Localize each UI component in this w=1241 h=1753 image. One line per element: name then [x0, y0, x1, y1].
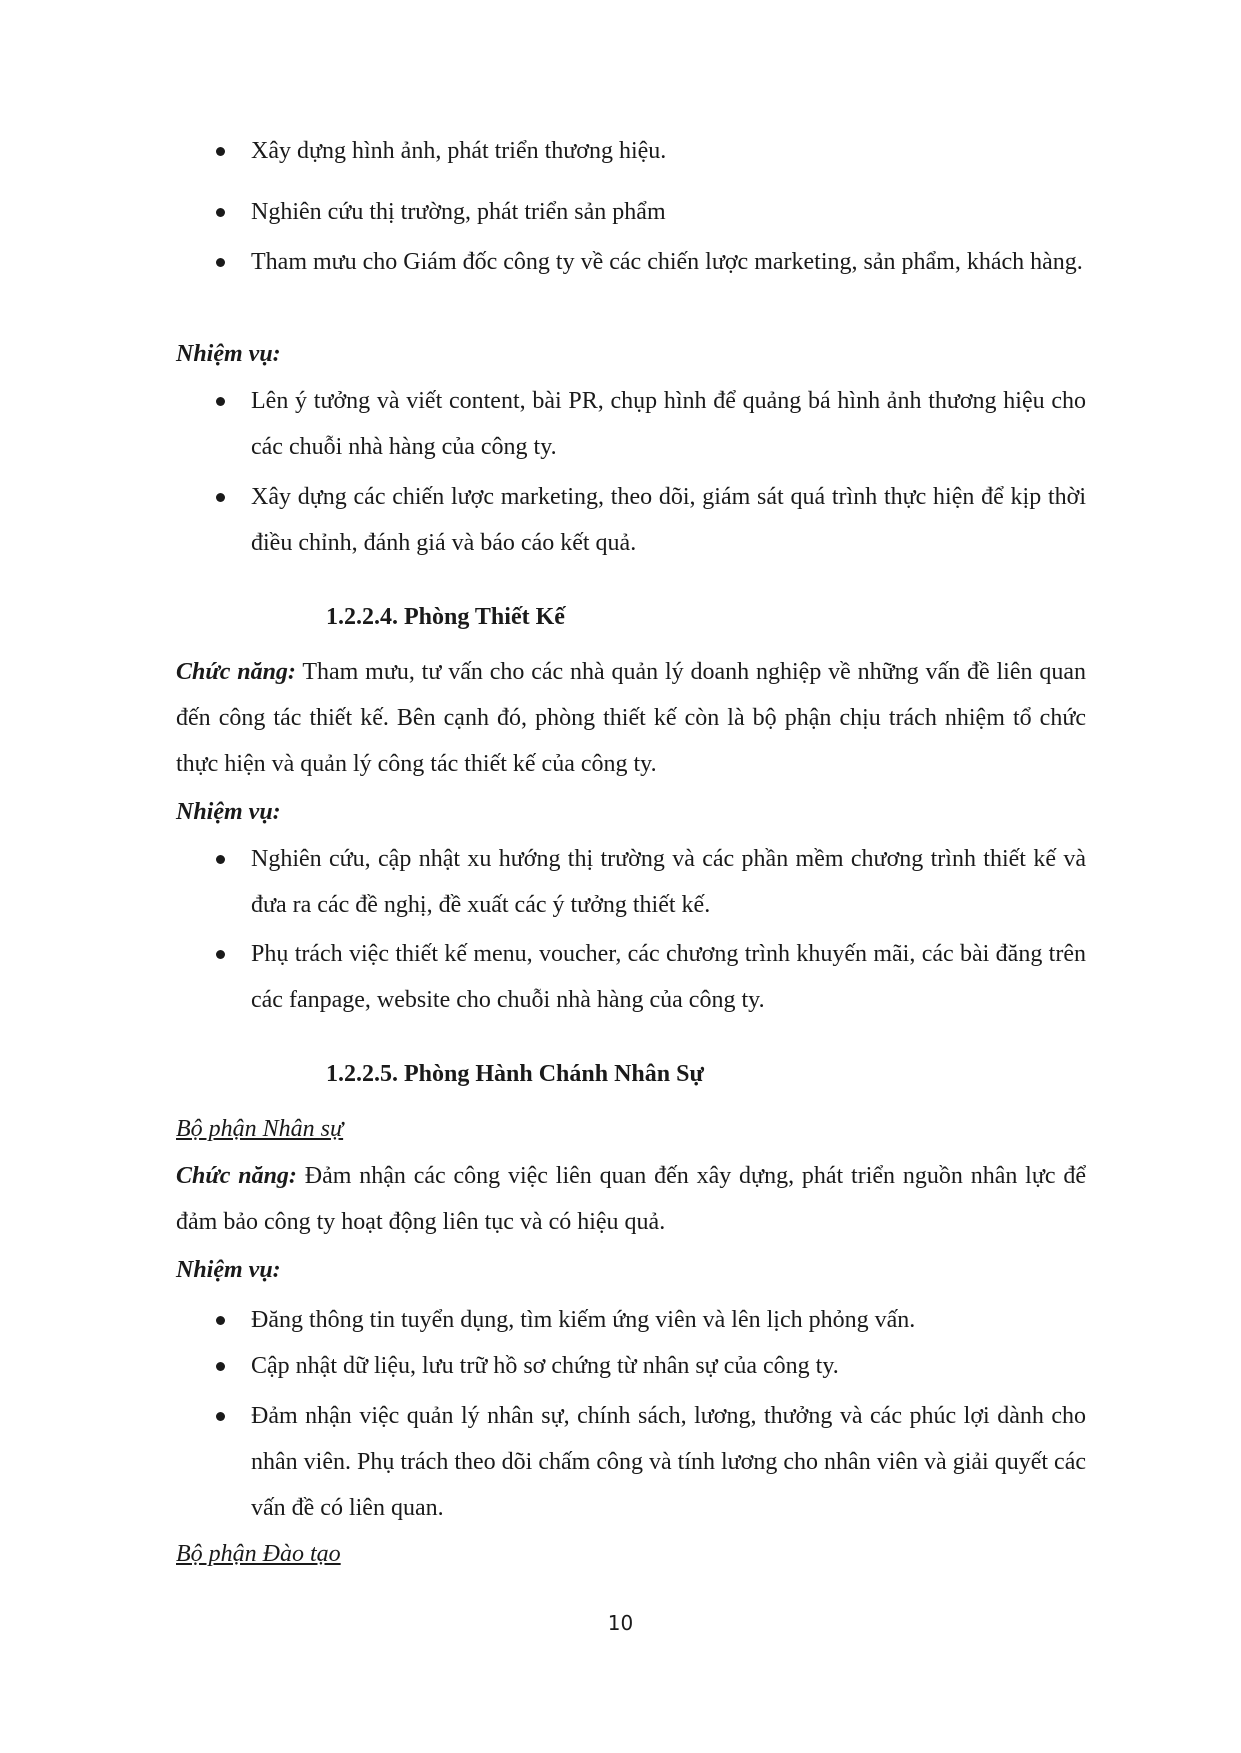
- bullet-icon: [216, 1412, 225, 1421]
- bullet-icon: [216, 493, 225, 502]
- function-paragraph: [176, 649, 1086, 787]
- bullet-icon: [216, 950, 225, 959]
- function-label: Chức năng:: [176, 659, 296, 685]
- tasks-label: Nhiệm vụ:: [176, 1257, 281, 1283]
- list-item-text: Nghiên cứu thị trường, phát triển sản phẩm: [251, 199, 666, 225]
- list-item-text: Phụ trách việc thiết kế menu, voucher, các chương trình khuyến mãi, các bài đăng trên các fanpage, website cho chuỗi nhà hàng của công ty.: [251, 941, 1086, 1013]
- bullet-icon: [216, 397, 225, 406]
- bullet-icon: [216, 855, 225, 864]
- list-item-text: Đăng thông tin tuyển dụng, tìm kiếm ứng viên và lên lịch phỏng vấn.: [251, 1307, 916, 1333]
- list-item-text: Xây dựng hình ảnh, phát triển thương hiệu.: [251, 138, 667, 164]
- tasks-label: Nhiệm vụ:: [176, 341, 281, 367]
- subsection-title: Bộ phận Nhân sự: [176, 1116, 344, 1142]
- subsection-title: Bộ phận Đào tạo: [176, 1541, 341, 1567]
- bullet-icon: [216, 208, 225, 217]
- list-item-text: Lên ý tưởng và viết content, bài PR, chụp hình để quảng bá hình ảnh thương hiệu cho các chuỗi nhà hàng của công ty.: [251, 388, 1086, 460]
- list-item-text: Nghiên cứu, cập nhật xu hướng thị trường và các phần mềm chương trình thiết kế và đưa ra các đề nghị, đề xuất các ý tưởng thiết kế.: [251, 846, 1086, 918]
- function-paragraph: [176, 1153, 1086, 1245]
- function-text: Tham mưu, tư vấn cho các nhà quản lý doanh nghiệp về những vấn đề liên quan đến công tác thiết kế. Bên cạnh đó, phòng thiết kế còn là bộ phận chịu trách nhiệm tổ chức thực hiện và quản lý công tác thiết kế của công ty.: [176, 659, 1086, 777]
- list-item-text: Xây dựng các chiến lược marketing, theo dõi, giám sát quá trình thực hiện để kịp thời điều chỉnh, đánh giá và báo cáo kết quả.: [251, 484, 1086, 556]
- bullet-icon: [216, 1316, 225, 1325]
- list-item-text: Cập nhật dữ liệu, lưu trữ hồ sơ chứng từ nhân sự của công ty.: [251, 1353, 839, 1379]
- list-item-text: Tham mưu cho Giám đốc công ty về các chiến lược marketing, sản phẩm, khách hàng.: [251, 249, 1083, 275]
- list-item-text: Đảm nhận việc quản lý nhân sự, chính sách, lương, thưởng và các phúc lợi dành cho nhân viên. Phụ trách theo dõi chấm công và tính lương cho nhân viên và giải quyết các vấn đề có liên quan.: [251, 1403, 1086, 1521]
- section-heading: 1.2.2.5. Phòng Hành Chánh Nhân Sự: [326, 1061, 704, 1087]
- function-text: Đảm nhận các công việc liên quan đến xây dựng, phát triển nguồn nhân lực để đảm bảo công ty hoạt động liên tục và có hiệu quả.: [176, 1163, 1086, 1235]
- function-label: Chức năng:: [176, 1163, 297, 1189]
- bullet-icon: [216, 147, 225, 156]
- tasks-label: Nhiệm vụ:: [176, 799, 281, 825]
- section-heading: 1.2.2.4. Phòng Thiết Kế: [326, 604, 565, 630]
- bullet-icon: [216, 258, 225, 267]
- page-number: 10: [607, 1611, 634, 1635]
- bullet-icon: [216, 1362, 225, 1371]
